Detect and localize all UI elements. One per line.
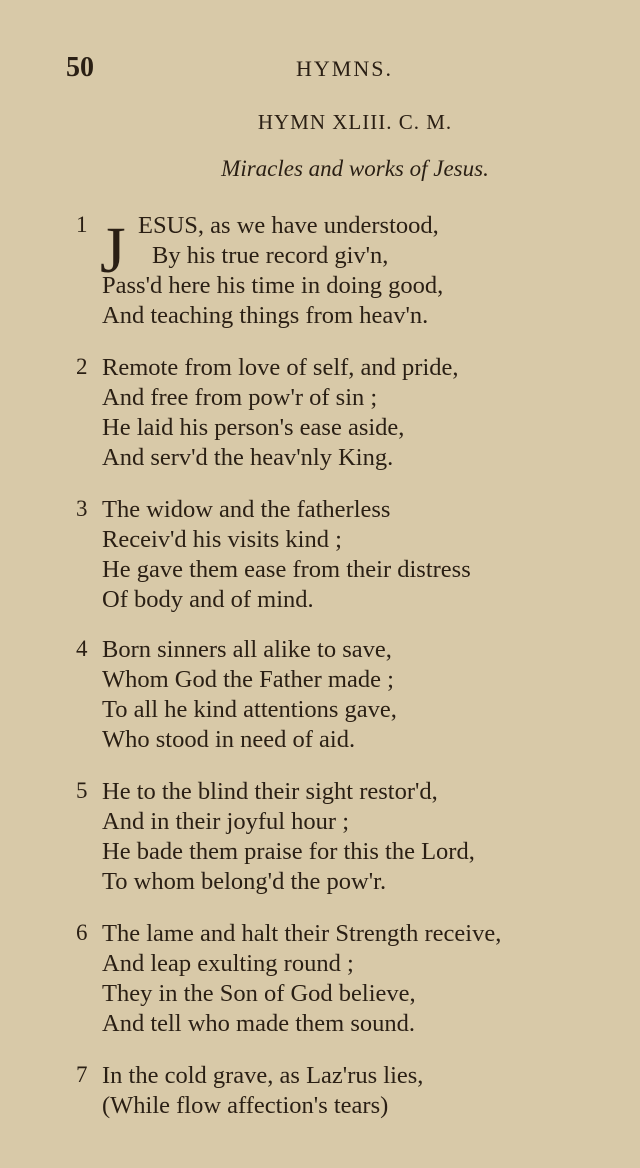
page-number: 50 (66, 52, 94, 83)
verse-line: And free from pow'r of sin ; (102, 384, 378, 411)
stanza-4 (0, 636, 640, 756)
stanza-number: 1 (76, 212, 88, 237)
stanza-number: 6 (76, 920, 88, 945)
running-title: HYMNS. (296, 56, 393, 81)
verse-line: Of body and of mind. (102, 586, 314, 613)
stanza-3 (0, 496, 640, 616)
verse-line: In the cold grave, as Laz'rus lies, (102, 1062, 424, 1089)
verse-line: Receiv'd his visits kind ; (102, 526, 342, 553)
verse-line: To all he kind attentions gave, (102, 696, 397, 723)
verse-line: They in the Son of God believe, (102, 980, 416, 1007)
stanza-number: 5 (76, 778, 88, 803)
verse-line: And serv'd the heav'nly King. (102, 444, 394, 471)
verse-line: Remote from love of self, and pride, (102, 354, 459, 381)
stanza-2 (0, 354, 640, 474)
verse-line: To whom belong'd the pow'r. (102, 868, 387, 895)
verse-line: By his true record giv'n, (152, 242, 389, 269)
stanza-5 (0, 778, 640, 898)
verse-line: The widow and the fatherless (102, 496, 391, 523)
verse-line: He bade them praise for this the Lord, (102, 838, 475, 865)
verse-line: The lame and halt their Strength receive, (102, 920, 502, 947)
stanza-7 (0, 1062, 640, 1126)
verse-line: And tell who made them sound. (102, 1010, 416, 1037)
hymn-subtitle: Miracles and works of Jesus. (221, 156, 489, 181)
hymn-title: HYMN XLIII. C. M. (257, 110, 453, 134)
stanza-1 (0, 212, 640, 332)
verse-line: And leap exulting round ; (102, 950, 354, 977)
verse-line: He laid his person's ease aside, (102, 414, 405, 441)
verse-line: (While flow affection's tears) (102, 1092, 389, 1119)
verse-line: And teaching things from heav'n. (102, 302, 429, 329)
verse-line: Born sinners all alike to save, (102, 636, 392, 663)
stanza-number: 7 (76, 1062, 88, 1087)
verse-line: ESUS, as we have understood, (138, 212, 439, 239)
stanza-number: 4 (76, 636, 88, 661)
verse-line: Whom God the Father made ; (102, 666, 394, 693)
verse-line: He to the blind their sight restor'd, (102, 778, 438, 805)
drop-cap: J (100, 214, 126, 287)
stanza-number: 2 (76, 354, 88, 379)
verse-line: Pass'd here his time in doing good, (102, 272, 444, 299)
verse-line: And in their joyful hour ; (102, 808, 350, 835)
stanza-6 (0, 920, 640, 1040)
stanza-number: 3 (76, 496, 88, 521)
verse-line: He gave them ease from their distress (102, 556, 471, 583)
running-head (66, 52, 586, 82)
verse-line: Who stood in need of aid. (102, 726, 356, 753)
